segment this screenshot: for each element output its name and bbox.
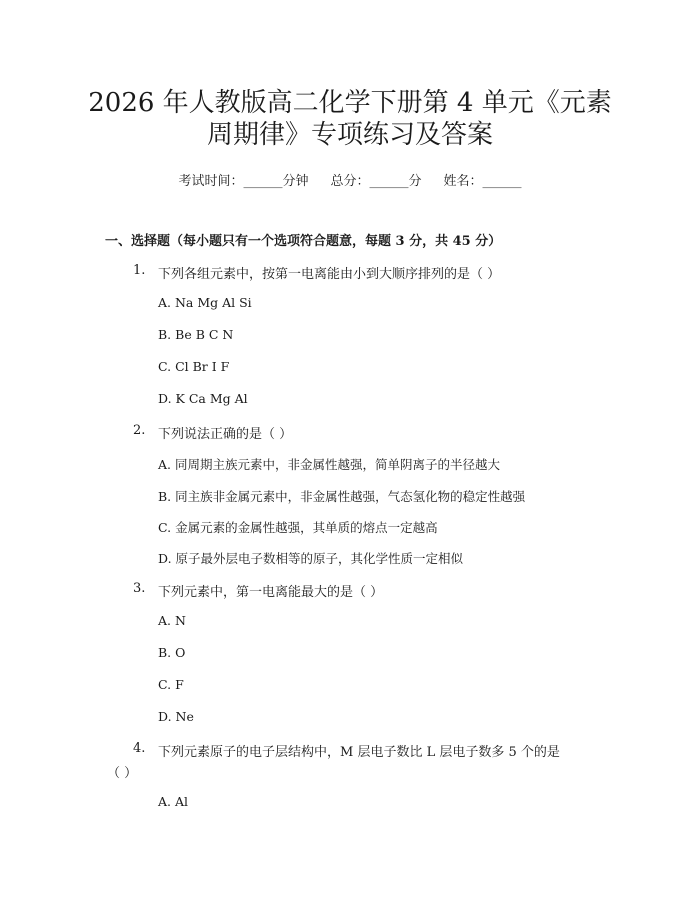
question-text: 下列元素中，第一电离能最大的是（ ） — [158, 585, 384, 600]
option-2d: D. 原子最外层电子数相等的原子，其化学性质一定相似 — [158, 551, 464, 566]
option-2b: B. 同主族非金属元素中，非金属性越强，气态氢化物的稳定性越强 — [158, 489, 526, 504]
option-2c: C. 金属元素的金属性越强，其单质的熔点一定越高 — [158, 520, 438, 535]
exam-score-field: 总分：______分 — [330, 174, 422, 189]
option-4a: A. Al — [158, 794, 188, 809]
exam-info-line — [0, 170, 700, 189]
question-number: 1. — [133, 263, 146, 278]
option-1b: B. Be B C N — [158, 327, 234, 342]
option-3a: A. N — [158, 613, 186, 628]
question-number: 2. — [133, 423, 146, 438]
question-number: 3. — [133, 581, 146, 596]
question-number: 4. — [133, 741, 146, 756]
document-title-line-2: 周期律》专项练习及答案 — [206, 120, 493, 150]
section-heading-multiple-choice: 一、选择题（每小题只有一个选项符合题意，每题 3 分，共 45 分） — [105, 234, 502, 249]
option-2a: A. 同周期主族元素中，非金属性越强，简单阴离子的半径越大 — [158, 457, 500, 472]
option-1c: C. Cl Br I F — [158, 359, 230, 374]
exam-time-field: 考试时间：______分钟 — [178, 174, 309, 189]
question-text: 下列各组元素中，按第一电离能由小到大顺序排列的是（ ） — [158, 267, 501, 282]
question-text: 下列说法正确的是（ ） — [158, 427, 293, 442]
option-3c: C. F — [158, 677, 184, 692]
question-4-answer-blank: （ ） — [107, 766, 138, 781]
option-1d: D. K Ca Mg Al — [158, 391, 248, 406]
document-title-line-1: 2026 年人教版高二化学下册第 4 单元《元素 — [88, 88, 612, 118]
option-1a: A. Na Mg Al Si — [158, 295, 252, 310]
question-text: 下列元素原子的电子层结构中，M 层电子数比 L 层电子数多 5 个的是 — [158, 745, 560, 760]
option-3b: B. O — [158, 645, 186, 660]
student-name-field: 姓名：______ — [443, 174, 522, 189]
option-3d: D. Ne — [158, 709, 194, 724]
